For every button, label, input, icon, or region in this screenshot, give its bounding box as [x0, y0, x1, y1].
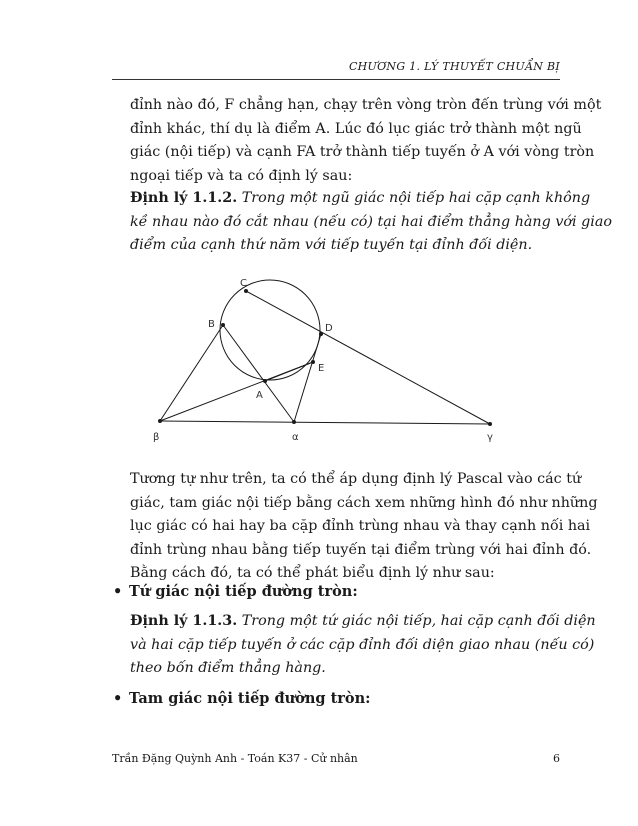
- point-gamma: [488, 422, 492, 426]
- theorem-line: theo bốn điểm thẳng hàng.: [130, 660, 326, 677]
- label-a: A: [256, 390, 263, 401]
- text-line: Tương tự như trên, ta có thể áp dụng định lý Pascal vào các tứ: [130, 471, 582, 487]
- theorem-heading: Định lý 1.1.2.: [130, 190, 238, 206]
- text-line: đỉnh nào đó, F chẳng hạn, chạy trên vòng tròn đến trùng với một: [130, 97, 602, 113]
- theorem-line: và hai cặp tiếp tuyến ở các cặp đỉnh đối diện giao nhau (nếu có): [130, 636, 595, 653]
- bullet-triangle: [113, 690, 370, 707]
- text-line: giác, tam giác nội tiếp bằng cách xem những hình đó như những: [130, 494, 598, 511]
- theorem-line: điểm của cạnh thứ năm với tiếp tuyến tại đỉnh đối diện.: [130, 237, 533, 254]
- text-line: Bằng cách đó, ta có thể phát biểu định lý như sau:: [130, 565, 495, 582]
- theorem-1-1-3: [130, 610, 596, 681]
- pascal-paragraph: [130, 468, 598, 586]
- text-line: lục giác có hai hay ba cặp đỉnh trùng nhau và thay cạnh nối hai: [130, 518, 591, 535]
- line-c-gamma: [246, 291, 490, 424]
- point-b: [221, 323, 225, 327]
- page-header: CHƯƠNG 1. LÝ THUYẾT CHUẨN BỊ: [348, 60, 560, 73]
- footer-author: Trần Đặng Quỳnh Anh - Toán K37 - Cử nhân: [112, 752, 358, 765]
- page-number: 6: [553, 752, 560, 765]
- line-tangent-a: [265, 362, 313, 381]
- point-e: [311, 360, 315, 364]
- label-beta: β: [153, 432, 160, 443]
- bullet-icon: •: [113, 583, 123, 600]
- label-c: C: [240, 278, 247, 289]
- label-d: D: [325, 323, 333, 334]
- bullet-heading: Tam giác nội tiếp đường tròn:: [129, 690, 371, 707]
- bullet-icon: •: [113, 690, 123, 707]
- bullet-quadrilateral: [113, 583, 358, 600]
- label-b: B: [208, 319, 215, 330]
- label-alpha: α: [292, 432, 299, 443]
- theorem-line: kề nhau nào đó cắt nhau (nếu có) tại hai điểm thẳng hàng với giao: [130, 213, 612, 230]
- label-e: E: [318, 363, 325, 374]
- point-beta: [158, 419, 162, 423]
- text-line: ngoại tiếp và ta có định lý sau:: [130, 167, 353, 184]
- text-line: đỉnh khác, thí dụ là điểm A. Lúc đó lục giác trở thành một ngũ: [130, 120, 582, 137]
- point-d: [319, 332, 323, 336]
- theorem-text: Trong một tứ giác nội tiếp, hai cặp cạnh đối diện: [241, 613, 596, 629]
- point-c: [244, 289, 248, 293]
- line-beta-gamma: [160, 421, 490, 424]
- text-line: giác (nội tiếp) và cạnh FA trở thành tiếp tuyến ở A với vòng tròn: [130, 144, 595, 161]
- line-beta-b: [160, 325, 223, 421]
- theorem-heading: Định lý 1.1.3.: [130, 613, 238, 629]
- theorem-line: [130, 610, 596, 634]
- label-gamma: γ: [487, 432, 493, 443]
- point-alpha: [292, 420, 296, 424]
- bullet-heading: Tứ giác nội tiếp đường tròn:: [129, 583, 358, 600]
- line-d-alpha: [294, 334, 321, 422]
- point-a: [263, 379, 267, 383]
- text-line: đỉnh trùng nhau bằng tiếp tuyến tại điểm trùng với hai đỉnh đó.: [130, 541, 592, 558]
- theorem-text: Trong một ngũ giác nội tiếp hai cặp cạnh không: [241, 190, 591, 206]
